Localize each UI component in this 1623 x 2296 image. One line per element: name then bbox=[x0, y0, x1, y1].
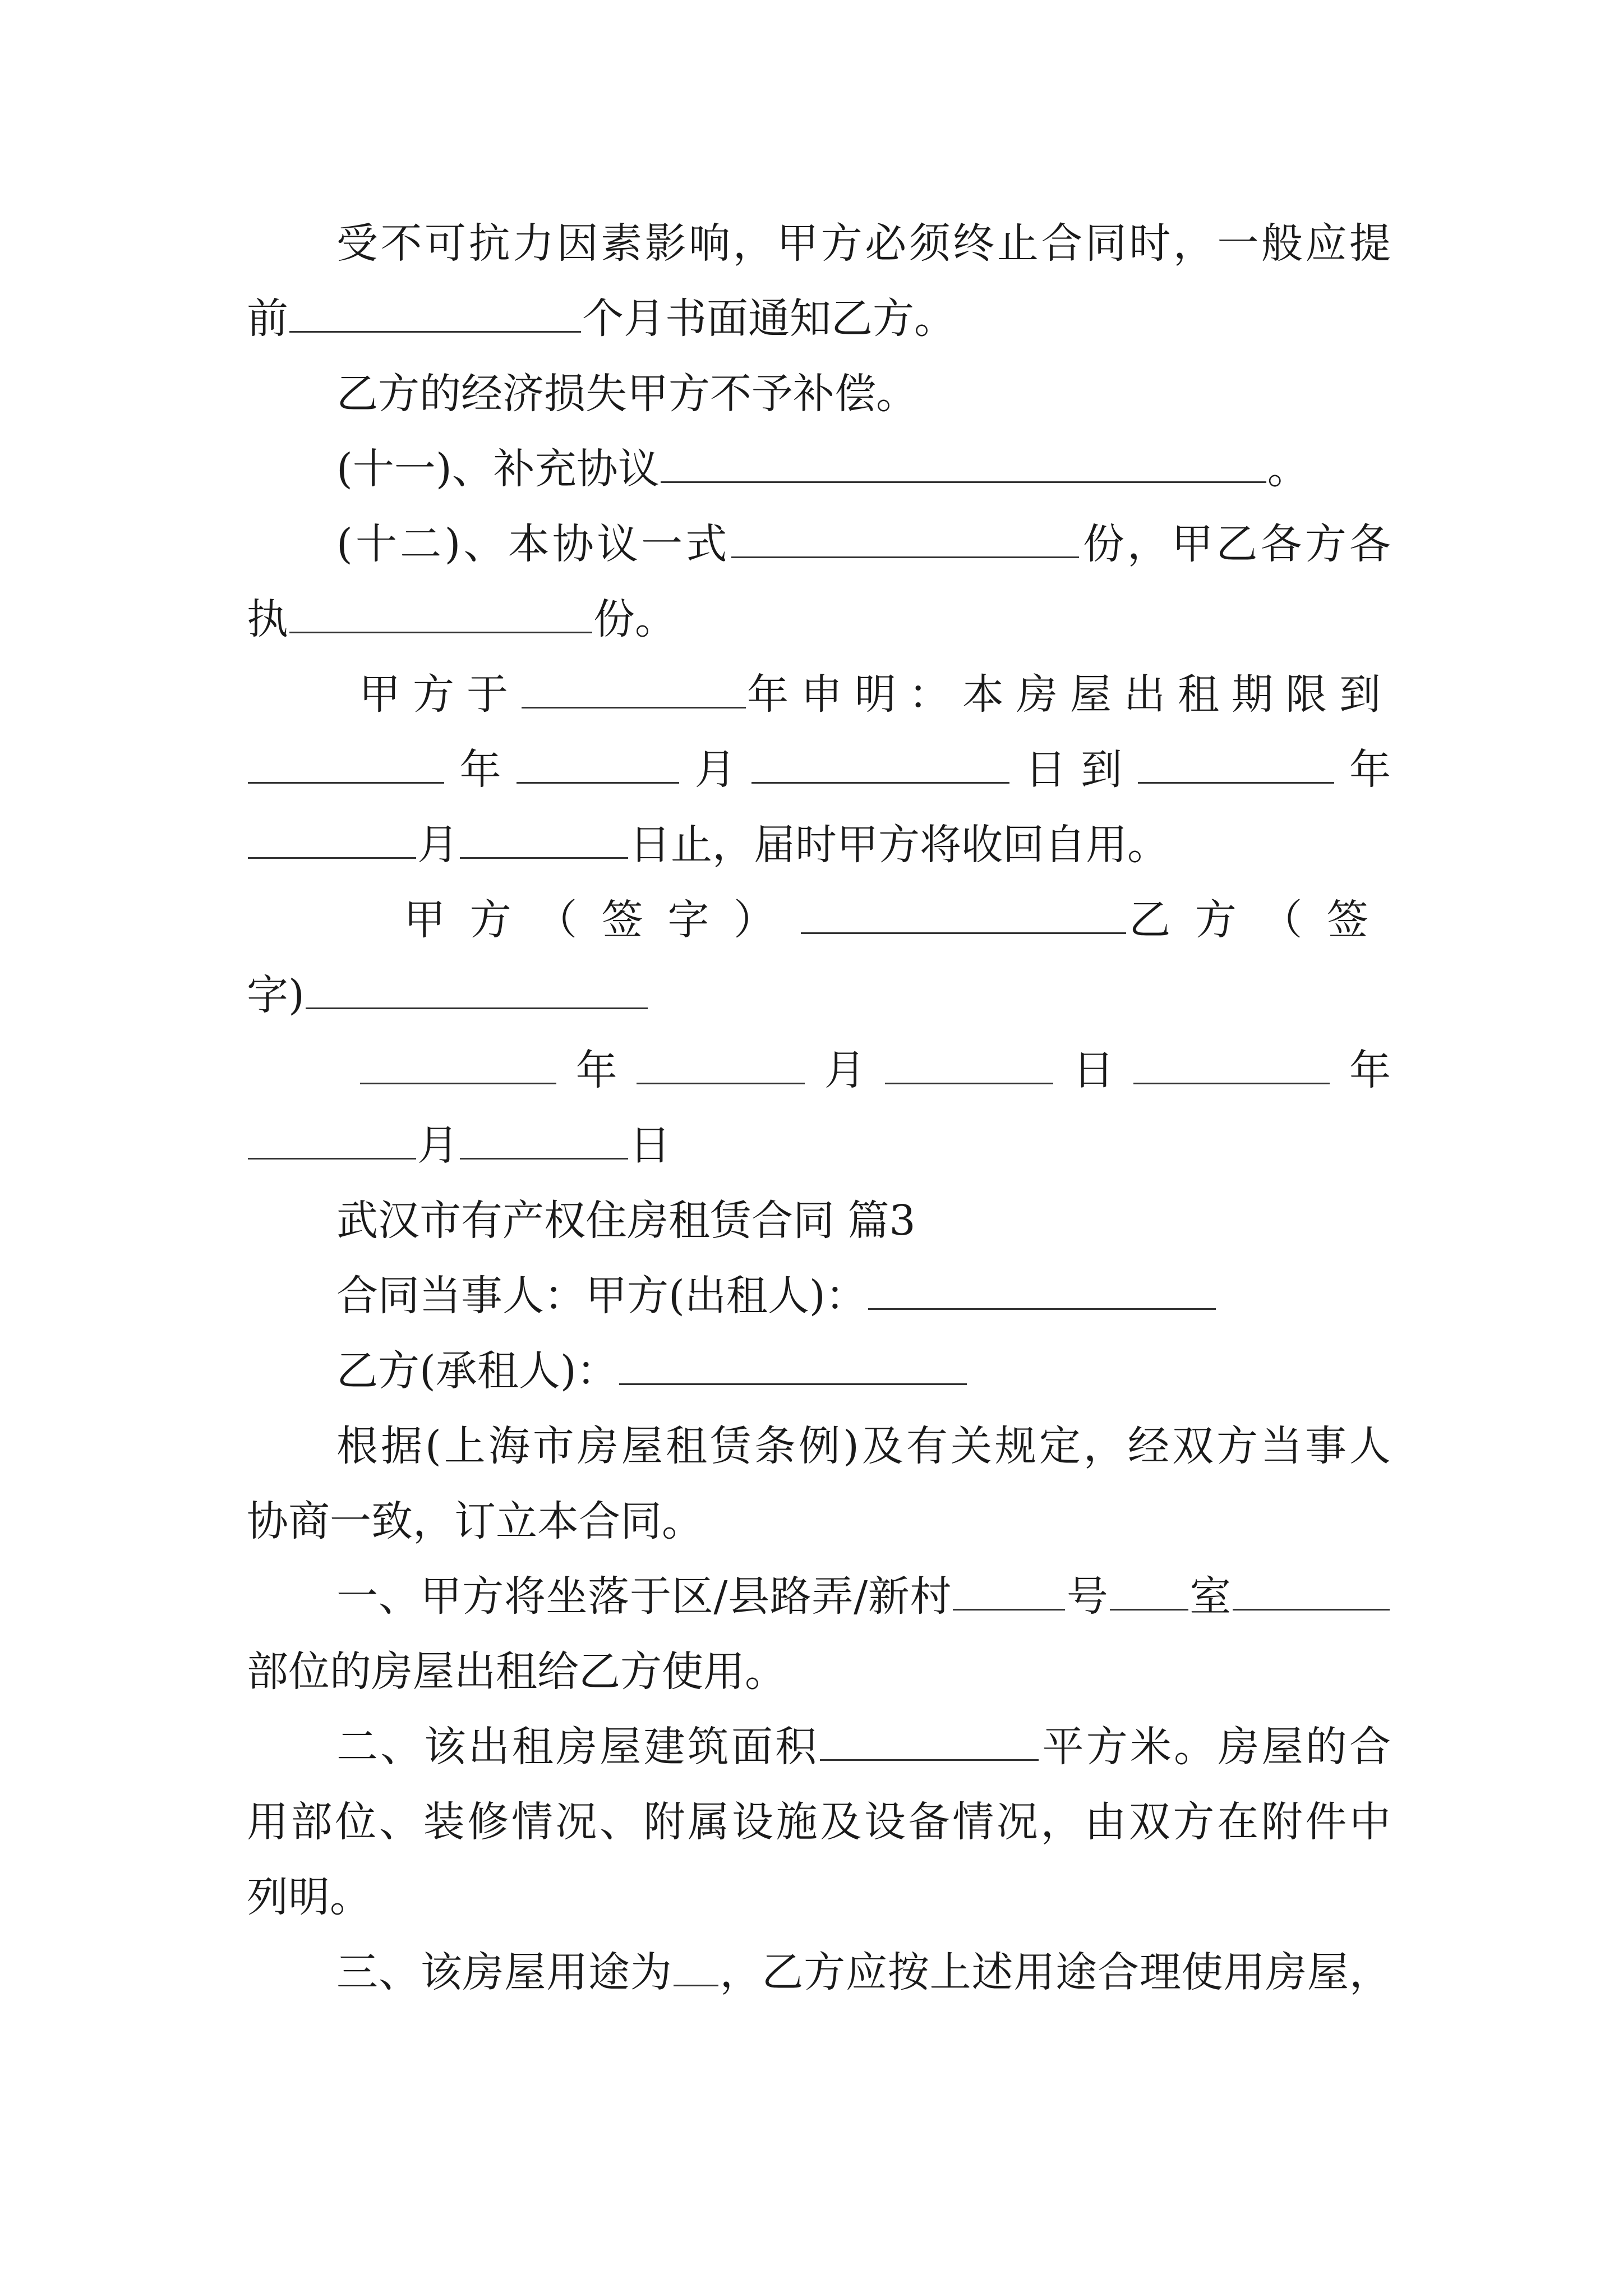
blank-field[interactable] bbox=[360, 1039, 556, 1084]
text-line-24: 三、该房屋用途为 ，乙方应按上述用途合理使用房屋， bbox=[336, 1939, 1391, 2006]
text-line-20: 部位的房屋出租给乙方使用。 bbox=[247, 1648, 786, 1696]
blank-field[interactable] bbox=[1233, 1565, 1390, 1611]
text-line-2: 前 个月书面通知乙方。 bbox=[247, 285, 1391, 352]
usage-field[interactable] bbox=[674, 1941, 718, 1986]
text-line-18: 协商一致，订立本合同。 bbox=[247, 1497, 703, 1545]
text-line-11: 字) bbox=[247, 961, 1391, 1029]
lessor-field[interactable] bbox=[868, 1264, 1216, 1310]
blank-field[interactable] bbox=[731, 513, 1079, 558]
area-field[interactable] bbox=[820, 1715, 1039, 1761]
text-line-9: 月 日止，届时甲方将收回自用。 bbox=[247, 811, 1391, 878]
blank-field[interactable] bbox=[289, 287, 581, 333]
text-line-16: 乙方(承租人)： bbox=[336, 1337, 1391, 1405]
blank-field[interactable] bbox=[1110, 1565, 1188, 1611]
blank-field[interactable] bbox=[248, 738, 444, 784]
signature-field-party-b[interactable] bbox=[306, 964, 648, 1009]
text-line-10: 甲方（签字） 乙方（签 bbox=[404, 886, 1391, 954]
text-line-17: 根据(上海市房屋租赁条例)及有关规定，经双方当事人 bbox=[336, 1422, 1391, 1470]
text-line-6: 执 份。 bbox=[247, 586, 1391, 653]
text-line-4: (十一)、补充协议 。 bbox=[336, 435, 1391, 503]
text-line-7: 甲方于 年申明：本房屋出租期限到 bbox=[359, 661, 1391, 728]
blank-field[interactable] bbox=[953, 1565, 1065, 1611]
lessee-field[interactable] bbox=[619, 1340, 967, 1385]
blank-field[interactable] bbox=[460, 813, 628, 859]
text-line-19: 一、甲方将坐落于区/县路弄/新村 号 室 bbox=[336, 1563, 1391, 1630]
text-line-12: 年 月 日 年 bbox=[359, 1037, 1391, 1104]
text-line-15: 合同当事人：甲方(出租人)： bbox=[336, 1262, 1391, 1329]
blank-field[interactable] bbox=[661, 438, 1266, 483]
text-line-5: (十二)、本协议一式 份，甲乙各方各 bbox=[336, 510, 1391, 578]
blank-field[interactable] bbox=[460, 1114, 628, 1159]
blank-field[interactable] bbox=[289, 588, 592, 633]
text-line-3: 乙方的经济损失甲方不予补偿。 bbox=[336, 370, 917, 418]
blank-field[interactable] bbox=[751, 738, 1009, 784]
blank-field[interactable] bbox=[1138, 738, 1334, 784]
blank-field[interactable] bbox=[885, 1039, 1053, 1084]
text-line-21: 二、该出租房屋建筑面积 平方米。房屋的合 bbox=[336, 1713, 1391, 1780]
blank-field[interactable] bbox=[637, 1039, 805, 1084]
text-line-13: 月 日 bbox=[247, 1112, 1391, 1179]
text-line-22: 用部位、装修情况、附属设施及设备情况，由双方在附件中 bbox=[247, 1798, 1391, 1846]
signature-field-party-a[interactable] bbox=[801, 889, 1126, 934]
blank-field[interactable] bbox=[248, 1114, 416, 1159]
blank-field[interactable] bbox=[1133, 1039, 1330, 1084]
section-heading: 武汉市有产权住房租赁合同 篇3 bbox=[336, 1197, 916, 1245]
text-line-23: 列明。 bbox=[247, 1873, 371, 1921]
blank-field[interactable] bbox=[522, 663, 746, 708]
blank-field[interactable] bbox=[517, 738, 679, 784]
text-line-1: 受不可抗力因素影响，甲方必须终止合同时，一般应提 bbox=[336, 219, 1391, 268]
blank-field[interactable] bbox=[248, 813, 416, 859]
text-line-8: 年 月 日到 年 bbox=[247, 736, 1391, 803]
